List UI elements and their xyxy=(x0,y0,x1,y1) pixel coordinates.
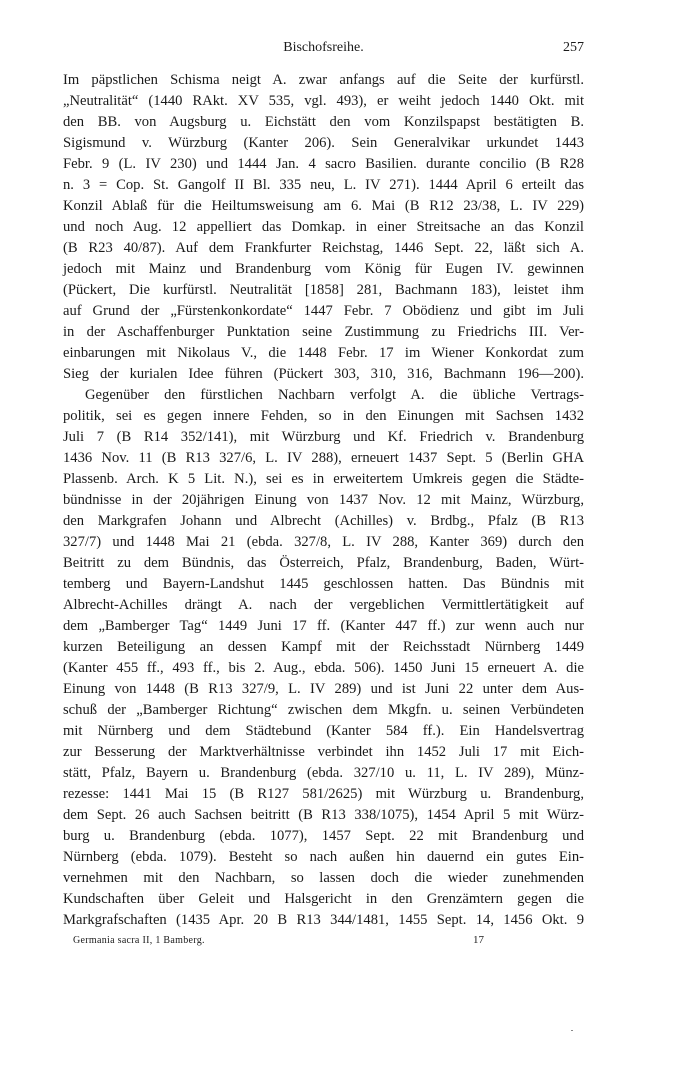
text-line: politik, sei es gegen innere Fehden, so in den Einungen mit Sachsen 1432 xyxy=(63,408,584,424)
text-line: den BB. von Augsburg u. Eichstätt den vom Konzilspapst bestätigten B. xyxy=(63,114,584,130)
text-line: (Kanter 455 ff., 493 ff., bis 2. Aug., ebda. 506). 1450 Juni 15 erneuert A. die xyxy=(63,660,584,676)
text-line: schuß der „Bamberger Richtung“ zwischen dem Mkgfn. u. seinen Verbündeten xyxy=(63,702,584,718)
text-line: Beitritt zu dem Bündnis, das Österreich, Pfalz, Brandenburg, Baden, Würt- xyxy=(63,555,584,571)
text-line: Albrecht-Achilles drängt A. nach der vergeblichen Vermittlertätigkeit auf xyxy=(63,597,584,613)
text-line: Nürnberg (ebda. 1079). Besteht so nach außen hin dauernd ein gutes Ein- xyxy=(63,849,584,865)
text-line: Im päpstlichen Schisma neigt A. zwar anfangs auf die Seite der kurfürstl. xyxy=(63,72,584,88)
text-line: (Pückert, Die kurfürstl. Neutralität [1858] 281, Bachmann 183), leistet ihm xyxy=(63,282,584,298)
paragraph xyxy=(63,70,584,385)
text-line: Febr. 9 (L. IV 230) und 1444 Jan. 4 sacro Basilien. durante concilio (B R28 xyxy=(63,156,584,172)
page-footer xyxy=(63,933,584,949)
page-header xyxy=(63,40,584,60)
text-line: kurzen Beteiligung an dessen Kampf mit der Reichsstadt Nürnberg 1449 xyxy=(63,639,584,655)
text-line: rezesse: 1441 Mai 15 (B R127 581/2625) mit Würzburg u. Brandenburg, xyxy=(63,786,584,802)
text-line: burg u. Brandenburg (ebda. 1077), 1457 Sept. 22 mit Brandenburg und xyxy=(63,828,584,844)
page-number: 257 xyxy=(563,40,584,55)
text-line: dem „Bamberger Tag“ 1449 Juni 17 ff. (Kanter 447 ff.) zur wenn auch nur xyxy=(63,618,584,634)
text-line: 327/7) und 1448 Mai 21 (ebda. 327/8, L. IV 288, Kanter 369) durch den xyxy=(63,534,584,550)
text-line: auf Grund der „Fürstenkonkordate“ 1447 Febr. 7 Obödienz und gibt im Juli xyxy=(63,303,584,319)
text-line: in der Aschaffenburger Punktation seine Zustimmung zu Friedrichs III. Ver- xyxy=(63,324,584,340)
text-line: Sieg der kurialen Idee führen (Pückert 303, 310, 316, Bachmann 196—200). xyxy=(63,366,584,382)
text-line: einbarungen mit Nikolaus V., die 1448 Febr. 17 im Wiener Konkordat zum xyxy=(63,345,584,361)
text-line: Einung von 1448 (B R13 327/9, L. IV 289) und ist Juni 22 unter dem Aus- xyxy=(63,681,584,697)
printer-signature: Germania sacra II, 1 Bamberg. xyxy=(73,935,205,946)
text-line: dem Sept. 26 auch Sachsen beitritt (B R13 338/1075), 1454 April 5 mit Würz- xyxy=(63,807,584,823)
text-line: Konzil Ablaß für die Heiltumsweisung am 6. Mai (B R12 23/38, L. IV 229) xyxy=(63,198,584,214)
text-line: Plassenb. Arch. K 5 Lit. N.), sei es in erweitertem Umkreis gegen die Städte- xyxy=(63,471,584,487)
scan-speck xyxy=(571,1030,573,1031)
text-line: Markgrafschaften (1435 Apr. 20 B R13 344/1481, 1455 Sept. 14, 1456 Okt. 9 xyxy=(63,912,584,928)
text-line: vernehmen mit den Nachbarn, so lassen doch die wieder zunehmenden xyxy=(63,870,584,886)
text-line: 1436 Nov. 11 (B R13 327/6, L. IV 288), erneuert 1437 Sept. 5 (Berlin GHA xyxy=(63,450,584,466)
text-line: Juli 7 (B R14 352/141), mit Würzburg und Kf. Friedrich v. Brandenburg xyxy=(63,429,584,445)
text-line: n. 3 = Cop. St. Gangolf II Bl. 335 neu, L. IV 271). 1444 April 6 erteilt das xyxy=(63,177,584,193)
paragraph xyxy=(63,385,584,931)
text-line: mit Nürnberg und dem Städtebund (Kanter 584 ff.). Ein Handelsvertrag xyxy=(63,723,584,739)
text-line: (B R23 40/87). Auf dem Frankfurter Reichstag, 1446 Sept. 22, läßt sich A. xyxy=(63,240,584,256)
text-line: jedoch mit Mainz und Brandenburg vom König für Eugen IV. gewinnen xyxy=(63,261,584,277)
body-text xyxy=(63,70,584,931)
running-title: Bischofsreihe. xyxy=(283,40,364,55)
text-line: Kundschaften über Geleit und Halsgericht in den Grenzämtern gegen die xyxy=(63,891,584,907)
signature-number: 17 xyxy=(473,934,484,946)
text-line: den Markgrafen Johann und Albrecht (Achilles) v. Brdbg., Pfalz (B R13 xyxy=(63,513,584,529)
text-line: bündnisse in der 20jährigen Einung von 1437 Nov. 12 mit Mainz, Würzburg, xyxy=(63,492,584,508)
text-line: und noch Aug. 12 appelliert das Domkap. in einer Streitsache an das Konzil xyxy=(63,219,584,235)
text-line: stätt, Pfalz, Bayern u. Brandenburg (ebda. 327/10 u. 11, L. IV 289), Münz- xyxy=(63,765,584,781)
text-line: temberg und Bayern-Landshut 1445 geschlossen hatten. Das Bündnis mit xyxy=(63,576,584,592)
text-line: Sigismund v. Würzburg (Kanter 206). Sein Generalvikar urkundet 1443 xyxy=(63,135,584,151)
text-line: Gegenüber den fürstlichen Nachbarn verfolgt A. die übliche Vertrags- xyxy=(85,387,584,403)
text-line: „Neutralität“ (1440 RAkt. XV 535, vgl. 493), er weiht jedoch 1440 Okt. mit xyxy=(63,93,584,109)
text-line: zur Besserung der Marktverhältnisse verbindet ihn 1452 Juli 17 mit Eich- xyxy=(63,744,584,760)
document-page xyxy=(63,40,584,949)
